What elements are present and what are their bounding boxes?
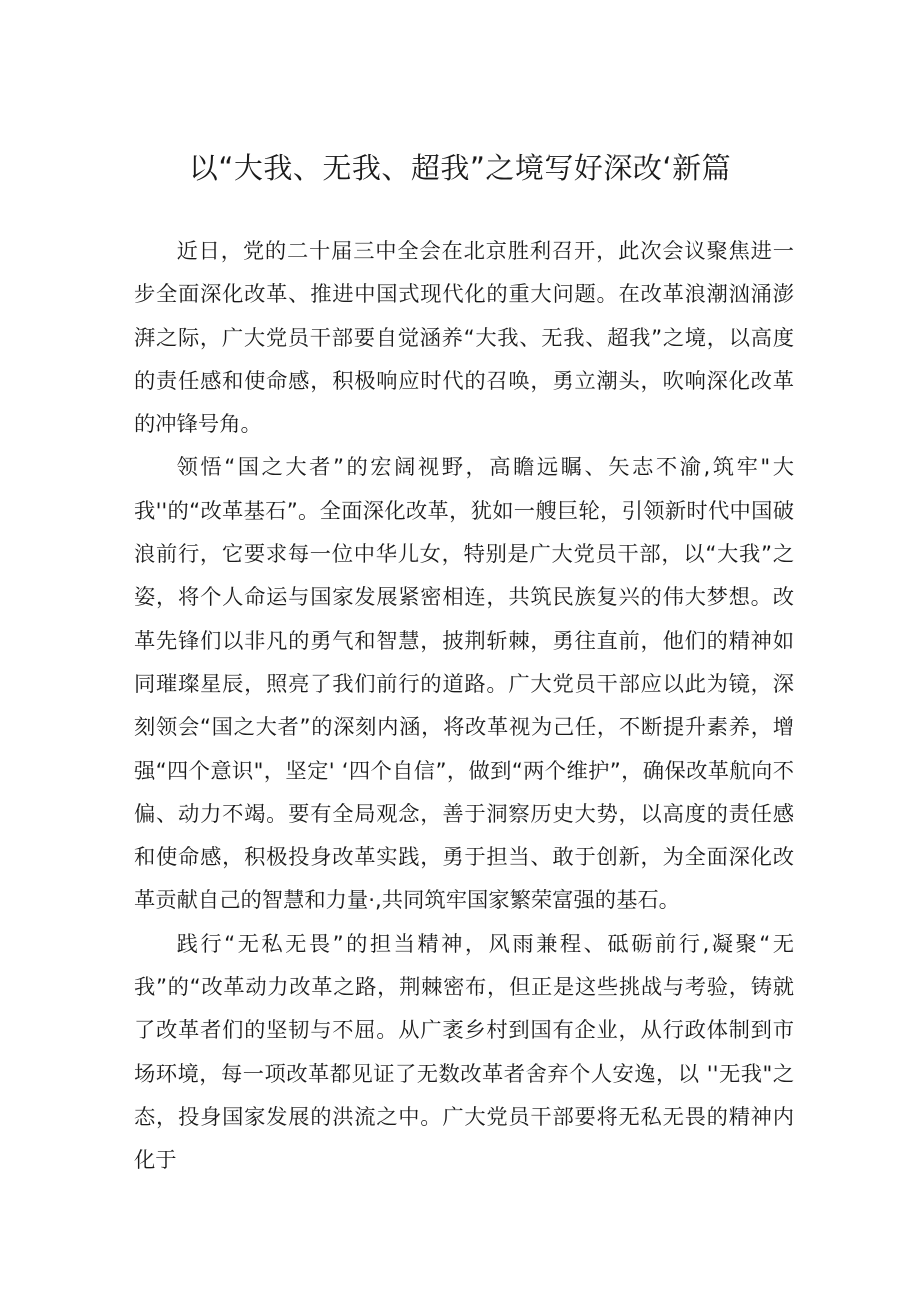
paragraph-1: 近日，党的二十届三中全会在北京胜利召开，此次会议聚焦进一步全面深化改革、推进中国式现代化的重大问题。在改革浪潮汹涌澎湃之际，广大党员干部要自觉涵养“大我、无我、超我”之境，以高度的责任感和使命感，积极响应时代的召唤，勇立潮头，吹响深化改革的冲锋号角。: [134, 239, 794, 438]
document-title: 以“大我、无我、超我”之境写好深改‘新篇: [188, 151, 732, 185]
paragraph-2: 领悟“国之大者”的宏阔视野，高瞻远瞩、矢志不渝,筑牢"大我''的“改革基石”。全面深化改革，犹如一艘巨轮，引领新时代中国破浪前行，它要求每一位中华儿女，特别是广大党员干部，以“大我”之姿，将个人命运与国家发展紧密相连，共筑民族复兴的伟大梦想。改革先锋们以非凡的勇气和智慧，披荆斩棘，勇往直前，他们的精神如同璀璨星辰，照亮了我们前行的道路。广大党员干部应以此为镜，深刻领会“国之大者”的深刻内涵，将改革视为己任，不断提升素养，增强“四个意识"，坚定' ‘四个自信”，做到“两个维护”，确保改革航向不偏、动力不竭。要有全局观念，善于洞察历史大势，以高度的责任感和使命感，积极投身改革实践，勇于担当、敢于创新，为全面深化改革贡献自己的智慧和力量·,共同筑牢国家繁荣富强的基石。: [134, 455, 794, 914]
document-body: [134, 230, 794, 1183]
paragraph-3: 践行“无私无畏”的担当精神，风雨兼程、砥砺前行,凝聚“无我”的“改革动力改革之路，荆棘密布，但正是这些挑战与考验，铸就了改革者们的坚韧与不屈。从广袤乡村到国有企业，从行政体制到市场环境，每一项改革都见证了无数改革者舍弃个人安逸，以 ''无我"之态，投身国家发展的洪流之中。广大党员干部要将无私无畏的精神内化于: [134, 931, 794, 1174]
